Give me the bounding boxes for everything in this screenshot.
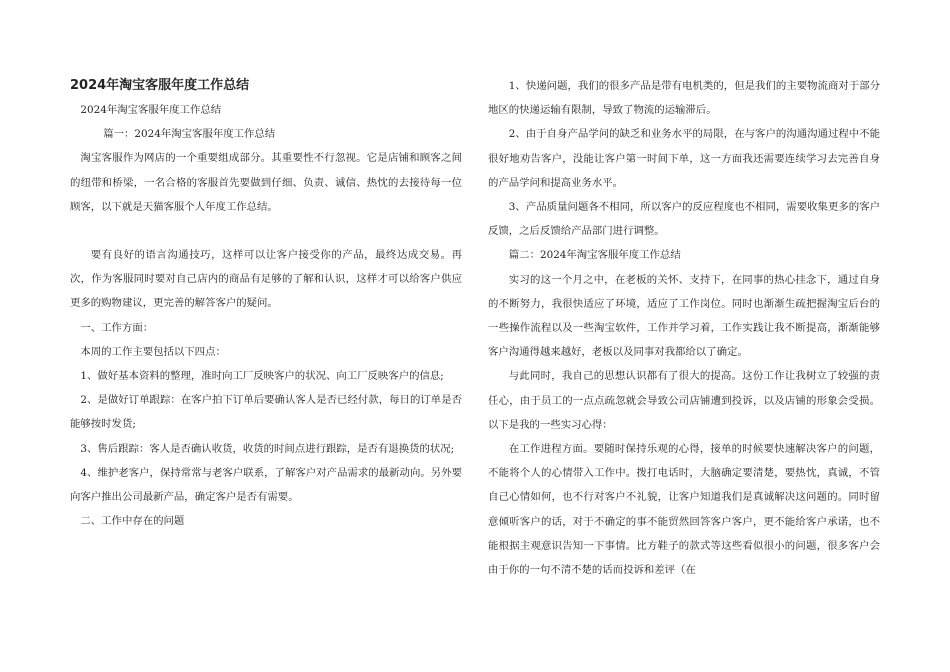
document-subtitle: 2024年淘宝客服年度工作总结 <box>80 104 222 116</box>
paragraph: 与此同时，我自己的思想认识都有了很大的提高。这份工作让我树立了较强的责任心，由于员工的一点点疏忽就会导致公司店铺遭到投诉，以及店铺的形象会受损。以下是我的一些实习心得： <box>488 370 880 431</box>
problem-heading: 二、工作中存在的问题 <box>80 515 185 528</box>
list-item: 3、产品质量问题各不相同，所以客户的反应程度也不相同，需要收集更多的客户反馈，之后反馈给产品部门进行调整。 <box>488 201 880 238</box>
list-item: 1、做好基本资料的整理，准时向工厂反映客户的状况、向工厂反映客户的信息; <box>80 370 444 383</box>
left-column <box>70 74 462 533</box>
section-heading-2: 篇二：2024年淘宝客服年度工作总结 <box>508 249 681 262</box>
paragraph: 在工作进程方面。要随时保持乐观的心得，接单的时候要快速解决客户的问题，不能将个人的心情带入工作中。拨打电话时，大脑确定要清楚，要热忱，真诚，不管自己心情如何，也不行对客户不礼貌，让客户知道我们是真诚解决这问题的。同时留意倾听客户的话，对于不确定的事不能贸然回答客户客户，更不能给客户承诺，也不能根据主观意识告知一下事情。比方鞋子的款式等这些看似很小的问题，很多客户会由于你的一句不清不楚的话而投诉和差评（在 <box>488 443 880 577</box>
list-item: 1、快递问题，我们的很多产品是带有电机类的，但是我们的主要物流商对于部分地区的快递运输有限制，导致了物流的运输滞后。 <box>488 80 880 117</box>
right-column <box>488 74 880 582</box>
list-item: 2、是做好订单跟踪：在客户拍下订单后要确认客人是否已经付款，每日的订单是否能够按时发货; <box>70 394 462 431</box>
blank-line <box>70 219 462 243</box>
paragraph: 要有良好的语言沟通技巧，这样可以让客户接受你的产品，最终达成交易。再次，作为客服同时要对自己店内的商品有足够的了解和认识，这样才可以给客户供应更多的购物建议，更完善的解答客户的疑问。 <box>70 249 462 310</box>
work-heading: 一、工作方面： <box>80 321 154 334</box>
intro-paragraph: 淘宝客服作为网店的一个重要组成部分。其重要性不行忽视。它是店铺和顾客之间的纽带和桥梁，一名合格的客服首先要做到仔细、负责、诚信、热忱的去接待每一位顾客，以下就是天猫客服个人年度工作总结。 <box>70 152 462 213</box>
list-item: 4、维护老客户，保持常常与老客户联系，了解客户对产品需求的最新动向。另外要向客户推出公司最新产品，确定客户是否有需要。 <box>70 466 462 504</box>
work-intro: 本周的工作主要包括以下四点： <box>80 345 226 358</box>
paragraph: 实习的这一个月之中，在老板的关怀、支持下，在同事的热心挂念下，通过自身的不断努力，我很快适应了环境，适应了工作岗位。同时也渐渐生疏把握淘宝后台的一些操作流程以及一些淘宝软件，工作并学习着，工作实践让我不断提高，渐渐能够客户沟通得越来越好，老板以及同事对我都给以了确定。 <box>488 273 880 359</box>
list-item: 3、售后跟踪：客人是否确认收货，收货的时间点进行跟踪，是否有退换货的状况; <box>80 442 455 455</box>
document-title: 2024年淘宝客服年度工作总结 <box>70 78 250 93</box>
section-heading-1: 篇一：2024年淘宝客服年度工作总结 <box>103 128 276 141</box>
list-item: 2、由于自身产品学问的缺乏和业务水平的局限，在与客户的沟通沟通过程中不能很好地劝告客户，没能让客户第一时间下单，这一方面我还需要连续学习去完善自身的产品学问和提高业务水平。 <box>488 128 880 189</box>
